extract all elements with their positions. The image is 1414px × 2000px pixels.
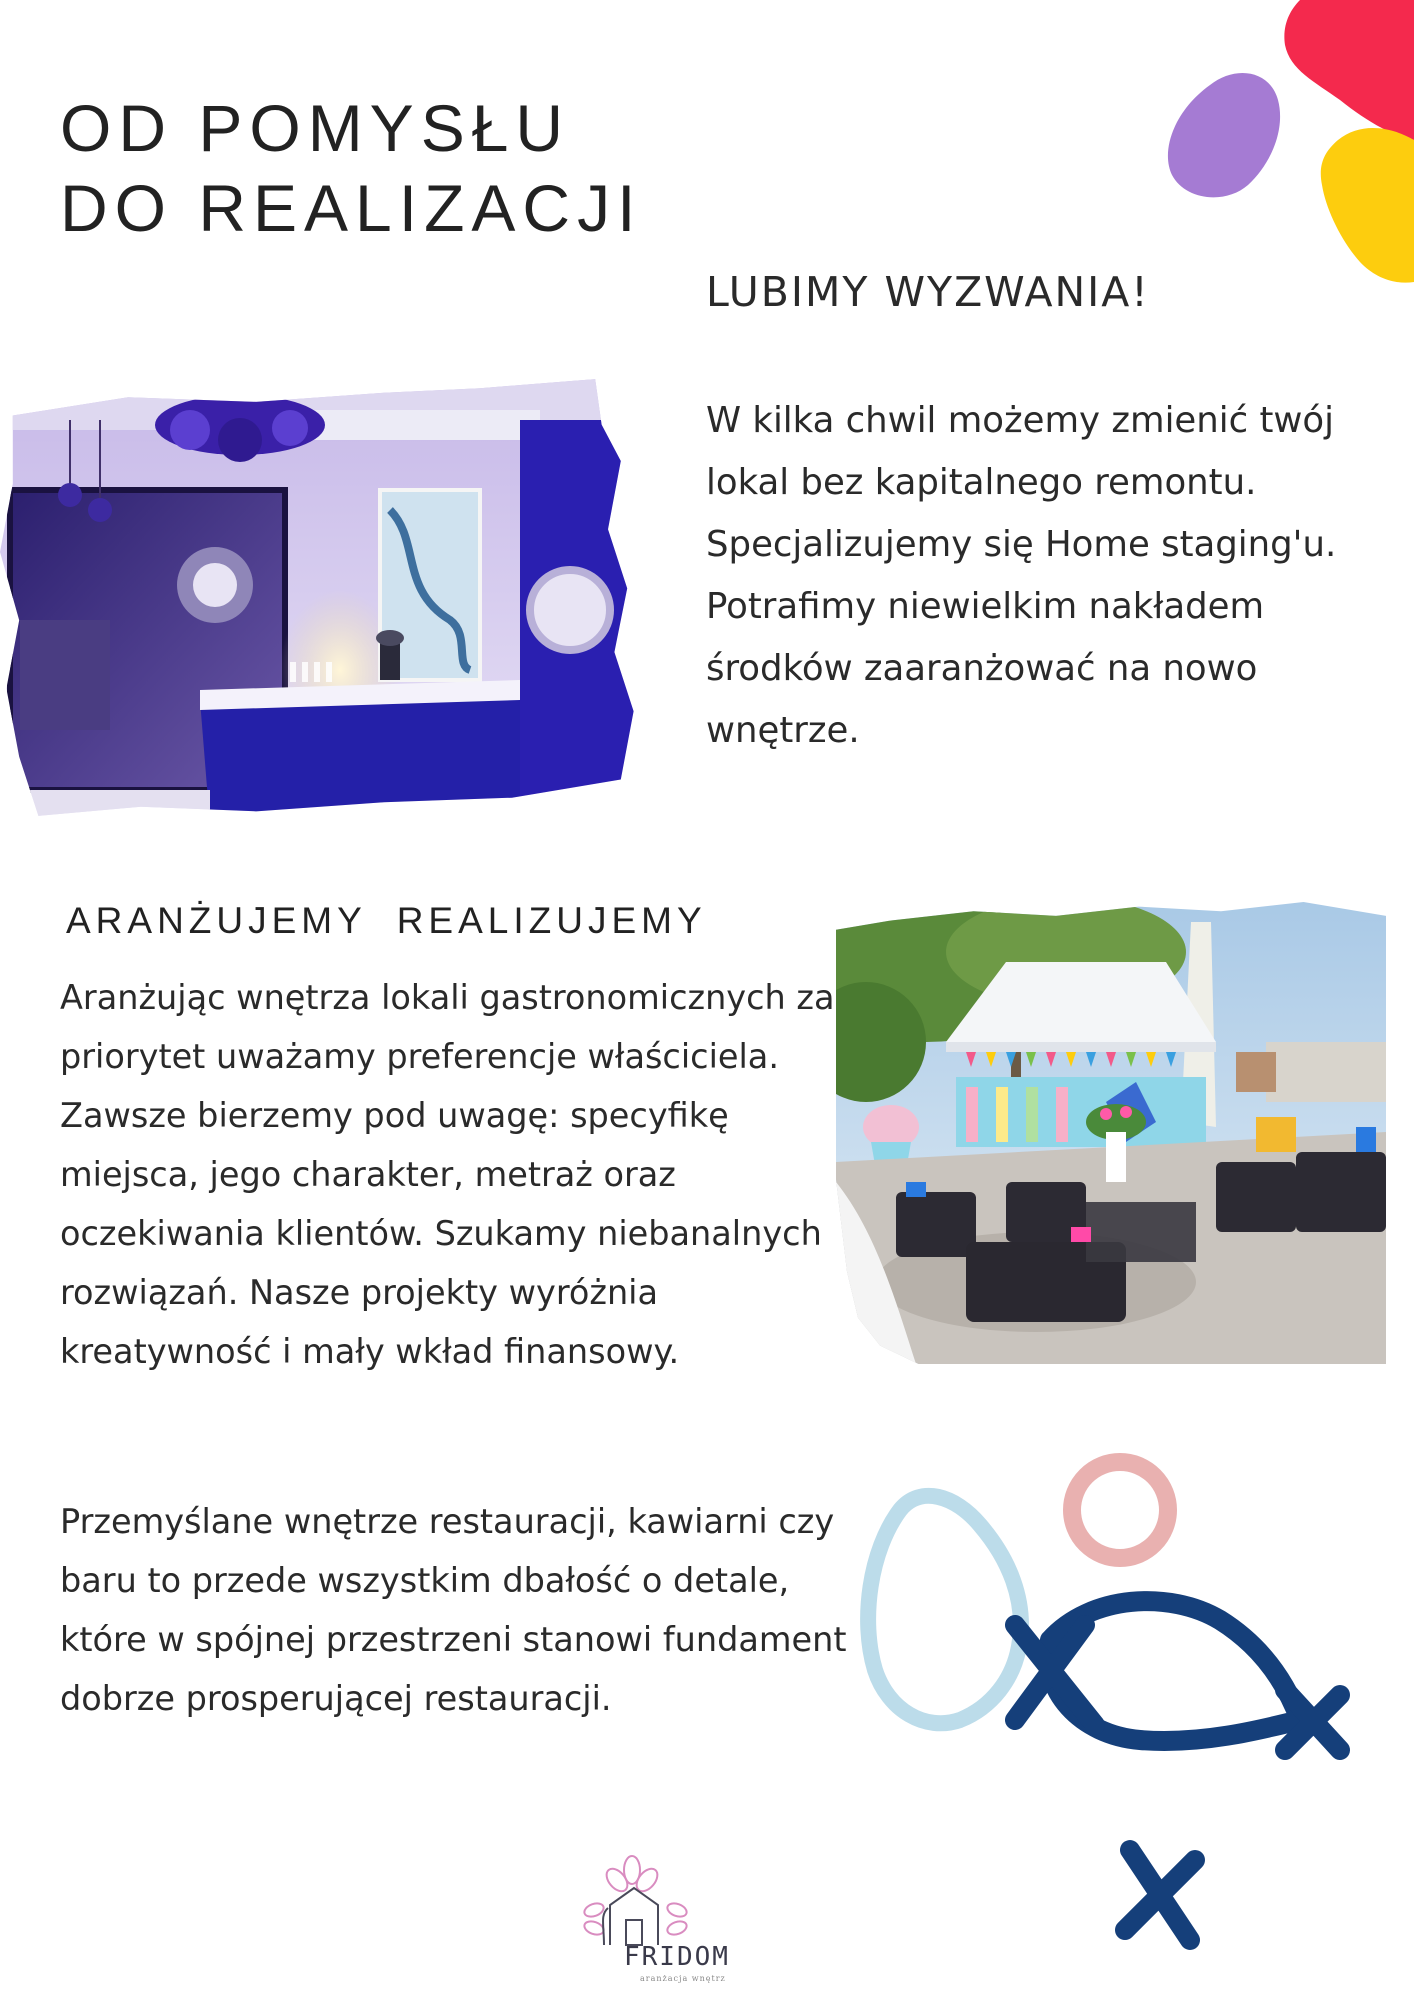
yellow-blob [1321,128,1414,283]
logo-wordmark: FRIDOM [624,1942,730,1972]
decorative-blobs [1150,0,1414,300]
section1-heading: LUBIMY WYZWANIA! [706,268,1150,316]
fridom-logo [572,1850,732,1985]
light-blue-ring [868,1496,1021,1723]
title-line-1: OD POMYSŁU [60,91,571,165]
purple-blob [1168,73,1280,197]
section2-paragraph-2: Przemyślane wnętrze restauracji, kawiarni czy baru to przede wszystkim dbałość o detale, które w spójnej przestrzeni stanowi fundament dobrze prosperującej restauracji. [60,1502,847,1718]
title-line-2: DO REALIZACJI [60,171,643,245]
outdoor-patio-photo [836,902,1386,1364]
decorative-shapes [840,1450,1380,1960]
cross-icon [1125,1850,1195,1940]
red-blob [1284,0,1414,140]
bar-interior-photo [0,370,640,825]
logo-tagline: aranżacja wnętrz [640,1974,726,1983]
section2-heading: ARANŻUJEMY REALIZUJEMY [66,900,707,941]
section1-text: W kilka chwil możemy zmienić twój lokal bez kapitalnego remontu. Specjalizujemy się Home staging'u. Potrafimy niewielkim nakładem środków zaaranżować na nowo wnętrze. [706,400,1337,751]
section2-paragraph-1: Aranżując wnętrza lokali gastronomicznych za priorytet uważamy preferencje właściciela. Zawsze bierzemy pod uwagę: specyfikę miejsca, jego charakter, metraż oraz oczekiwania klientów. Szukamy niebanalnych rozwiązań. Nasze projekty wyróżnia kreatywność i mały wkład finansowy. [60,978,835,1371]
page-title [60,88,642,248]
pink-ring [1072,1462,1168,1558]
